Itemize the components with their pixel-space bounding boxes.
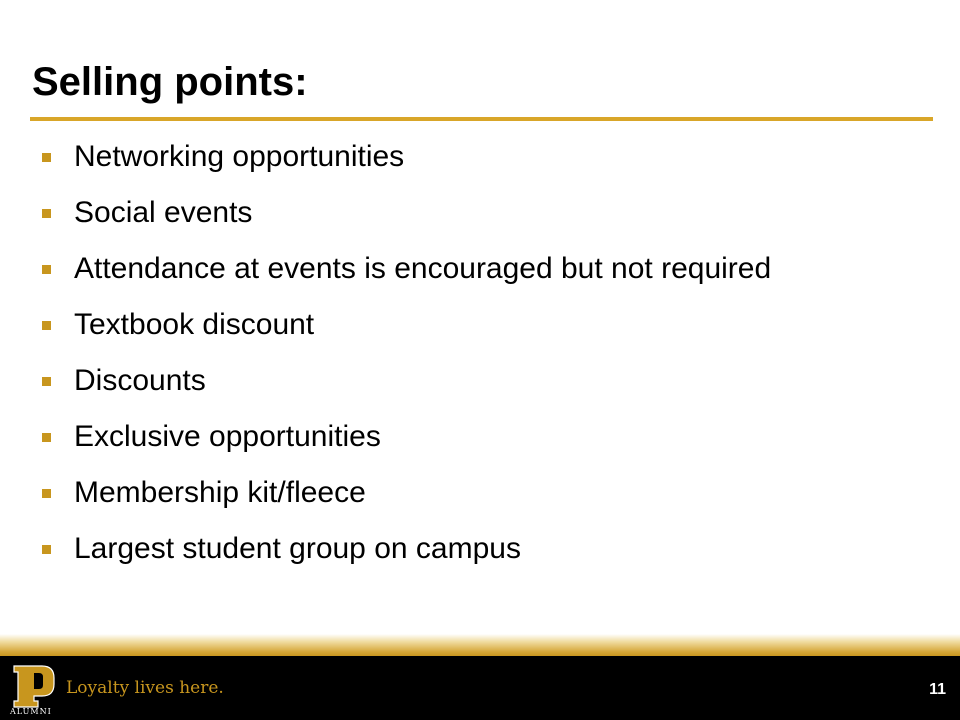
bullet-text: Textbook discount	[74, 308, 315, 341]
list-item	[38, 362, 898, 400]
footer-gold-gradient	[0, 634, 960, 656]
purdue-p-logo-icon	[12, 664, 56, 708]
slide-page-number: 11	[929, 681, 946, 698]
bullet-text: Social events	[74, 196, 253, 229]
list-item	[38, 138, 898, 176]
bullet-text: Networking opportunities	[74, 140, 405, 173]
square-bullet-icon	[42, 377, 51, 386]
square-bullet-icon	[42, 321, 51, 330]
bullet-text: Attendance at events is encouraged but not required	[74, 252, 772, 285]
footer-tagline: Loyalty lives here.	[66, 678, 224, 698]
list-item	[38, 194, 898, 232]
bullet-text: Largest student group on campus	[74, 532, 521, 565]
list-item	[38, 306, 898, 344]
slide-title: Selling points:	[32, 60, 308, 104]
list-item	[38, 250, 898, 288]
list-item	[38, 418, 898, 456]
logo-alumni-text: ALUMNI	[10, 707, 52, 716]
bullet-text: Membership kit/fleece	[74, 476, 366, 509]
bullet-text: Discounts	[74, 364, 206, 397]
square-bullet-icon	[42, 489, 51, 498]
square-bullet-icon	[42, 209, 51, 218]
title-divider	[30, 117, 933, 121]
bullet-text: Exclusive opportunities	[74, 420, 381, 453]
square-bullet-icon	[42, 265, 51, 274]
square-bullet-icon	[42, 433, 51, 442]
square-bullet-icon	[42, 153, 51, 162]
footer-band	[0, 634, 960, 720]
list-item	[38, 530, 898, 568]
bullet-list	[38, 138, 898, 586]
square-bullet-icon	[42, 545, 51, 554]
list-item	[38, 474, 898, 512]
